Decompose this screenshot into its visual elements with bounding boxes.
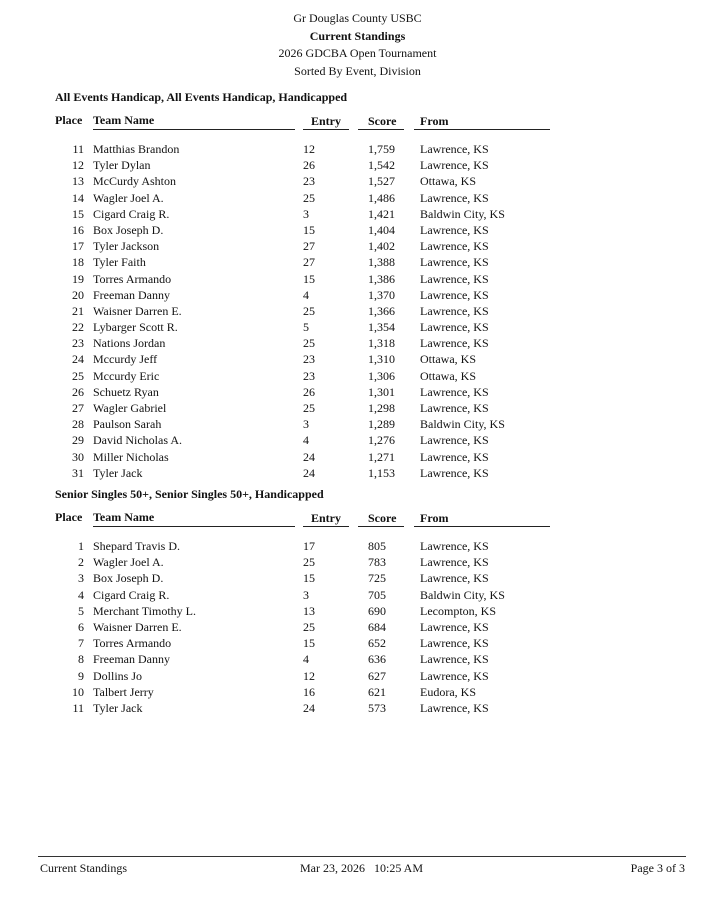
- entry-cell: 23: [303, 174, 315, 189]
- place-cell: 19: [72, 271, 84, 286]
- entry-header-rule: [303, 526, 349, 527]
- place-cell: 7: [78, 636, 84, 651]
- from-cell: Lawrence, KS: [420, 255, 489, 270]
- place-cell: 13: [72, 174, 84, 189]
- score-cell: 1,542: [368, 158, 395, 173]
- score-cell: 1,527: [368, 174, 395, 189]
- col-team-header: Team Name: [93, 113, 155, 127]
- table-row: [0, 651, 715, 667]
- from-cell: Lawrence, KS: [420, 700, 489, 715]
- score-cell: 1,421: [368, 206, 395, 221]
- footer-time: 10:25 AM: [374, 861, 424, 875]
- team-name-cell: Wagler Joel A.: [93, 555, 164, 570]
- score-cell: 573: [368, 700, 386, 715]
- score-cell: 1,298: [368, 401, 395, 415]
- table-row: [0, 303, 715, 319]
- table-row: [0, 351, 715, 367]
- place-cell: 22: [72, 320, 84, 335]
- entry-cell: 26: [303, 158, 315, 173]
- entry-cell: 25: [303, 336, 315, 351]
- place-cell: 5: [78, 603, 84, 618]
- table-row: [0, 432, 715, 448]
- place-cell: 18: [72, 255, 84, 270]
- from-cell: Baldwin City, KS: [420, 417, 505, 432]
- score-cell: 636: [368, 652, 386, 667]
- score-cell: 1,153: [368, 465, 395, 480]
- from-cell: Lawrence, KS: [420, 571, 489, 586]
- team-name-cell: Tyler Jack: [93, 700, 143, 715]
- team-name-cell: Miller Nicholas: [93, 449, 169, 464]
- footer-timestamp: [300, 861, 423, 876]
- place-cell: 24: [72, 352, 84, 367]
- from-header-rule: [414, 129, 550, 130]
- table-row: [0, 603, 715, 619]
- place-cell: 11: [72, 700, 84, 715]
- place-cell: 6: [78, 619, 84, 634]
- score-cell: 1,301: [368, 384, 395, 399]
- col-score-header: Score: [368, 114, 397, 128]
- from-cell: Lawrence, KS: [420, 190, 489, 205]
- entry-cell: 24: [303, 449, 315, 464]
- score-header-rule: [358, 526, 404, 527]
- entry-cell: 3: [303, 587, 309, 602]
- score-cell: 705: [368, 587, 386, 602]
- col-place-header: Place: [55, 113, 83, 127]
- place-cell: 27: [72, 401, 84, 415]
- team-name-cell: Dollins Jo: [93, 668, 143, 683]
- standings-table-senior-singles: [0, 538, 715, 716]
- score-cell: 805: [368, 539, 386, 553]
- col-team-header: Team Name: [93, 510, 155, 524]
- team-name-cell: Paulson Sarah: [93, 417, 162, 432]
- team-name-cell: Waisner Darren E.: [93, 303, 182, 318]
- table-row: [0, 173, 715, 189]
- team-name-cell: Tyler Jack: [93, 465, 143, 480]
- entry-cell: 15: [303, 271, 315, 286]
- team-name-cell: Talbert Jerry: [93, 684, 154, 699]
- from-cell: Lawrence, KS: [420, 539, 489, 553]
- from-cell: Baldwin City, KS: [420, 206, 505, 221]
- from-cell: Lawrence, KS: [420, 652, 489, 667]
- place-cell: 17: [72, 239, 84, 254]
- table-row: [0, 222, 715, 238]
- entry-cell: 3: [303, 417, 309, 432]
- standings-table-all-events: [0, 141, 715, 481]
- from-cell: Lawrence, KS: [420, 320, 489, 335]
- from-cell: Lawrence, KS: [420, 636, 489, 651]
- team-name-cell: Box Joseph D.: [93, 571, 164, 586]
- team-name-cell: Mccurdy Jeff: [93, 352, 158, 367]
- team-name-cell: David Nicholas A.: [93, 433, 182, 448]
- place-cell: 10: [72, 684, 84, 699]
- entry-cell: 25: [303, 619, 315, 634]
- team-name-cell: Cigard Craig R.: [93, 587, 170, 602]
- place-cell: 8: [78, 652, 84, 667]
- place-cell: 3: [78, 571, 84, 586]
- team-name-cell: Tyler Jackson: [93, 239, 160, 254]
- from-cell: Ottawa, KS: [420, 352, 476, 367]
- entry-cell: 15: [303, 636, 315, 651]
- from-cell: Lawrence, KS: [420, 222, 489, 237]
- team-name-cell: Nations Jordan: [93, 336, 166, 351]
- team-name-cell: Tyler Dylan: [93, 158, 151, 173]
- entry-cell: 25: [303, 401, 315, 415]
- tournament-name: 2026 GDCBA Open Tournament: [278, 46, 437, 60]
- place-cell: 23: [72, 336, 84, 351]
- score-cell: 1,404: [368, 222, 395, 237]
- place-cell: 26: [72, 384, 84, 399]
- table-row: [0, 554, 715, 570]
- score-cell: 1,310: [368, 352, 395, 367]
- from-cell: Lawrence, KS: [420, 336, 489, 351]
- entry-cell: 15: [303, 222, 315, 237]
- entry-cell: 24: [303, 700, 315, 715]
- team-name-cell: Mccurdy Eric: [93, 368, 160, 383]
- score-cell: 690: [368, 603, 386, 618]
- col-entry-header: Entry: [311, 511, 341, 525]
- from-cell: Lawrence, KS: [420, 619, 489, 634]
- table-row: [0, 668, 715, 684]
- table-row: [0, 254, 715, 270]
- team-name-cell: Freeman Danny: [93, 287, 170, 302]
- score-cell: 684: [368, 619, 386, 634]
- team-name-cell: Waisner Darren E.: [93, 619, 182, 634]
- from-cell: Lawrence, KS: [420, 668, 489, 683]
- team-name-cell: McCurdy Ashton: [93, 174, 177, 189]
- place-cell: 16: [72, 222, 84, 237]
- from-cell: Lawrence, KS: [420, 287, 489, 302]
- col-score-header: Score: [368, 511, 397, 525]
- entry-cell: 4: [303, 287, 309, 302]
- entry-cell: 25: [303, 303, 315, 318]
- entry-cell: 17: [303, 539, 315, 553]
- score-cell: 1,486: [368, 190, 395, 205]
- team-name-cell: Schuetz Ryan: [93, 384, 159, 399]
- team-name-cell: Lybarger Scott R.: [93, 320, 178, 335]
- team-header-rule: [93, 129, 295, 130]
- team-name-cell: Torres Armando: [93, 271, 172, 286]
- from-cell: Lawrence, KS: [420, 433, 489, 448]
- report-title: Current Standings: [309, 28, 406, 43]
- table-row: [0, 287, 715, 303]
- entry-cell: 13: [303, 603, 315, 618]
- team-name-cell: Shepard Travis D.: [93, 539, 181, 553]
- from-cell: Lawrence, KS: [420, 271, 489, 286]
- table-row: [0, 684, 715, 700]
- score-header-rule: [358, 129, 404, 130]
- table-row: [0, 465, 715, 481]
- table-row: [0, 400, 715, 416]
- place-cell: 29: [72, 433, 84, 448]
- from-cell: Lecompton, KS: [420, 603, 496, 618]
- section-title-all-events: All Events Handicap, All Events Handicap, Handicapped: [55, 90, 348, 104]
- score-cell: 1,386: [368, 271, 395, 286]
- entry-cell: 27: [303, 255, 315, 270]
- col-entry-header: Entry: [311, 114, 341, 128]
- from-cell: Ottawa, KS: [420, 174, 476, 189]
- place-cell: 4: [78, 587, 84, 602]
- entry-cell: 16: [303, 684, 315, 699]
- score-cell: 1,276: [368, 433, 395, 448]
- place-cell: 12: [72, 158, 84, 173]
- table-row: [0, 206, 715, 222]
- col-from-header: From: [420, 114, 449, 128]
- table-row: [0, 449, 715, 465]
- place-cell: 31: [72, 465, 84, 480]
- table-row: [0, 587, 715, 603]
- place-cell: 28: [72, 417, 84, 432]
- table-row: [0, 570, 715, 586]
- sort-description: Sorted By Event, Division: [294, 63, 421, 78]
- entry-cell: 3: [303, 206, 309, 221]
- entry-cell: 25: [303, 555, 315, 570]
- entry-cell: 12: [303, 142, 315, 156]
- from-header-rule: [414, 526, 550, 527]
- from-cell: Lawrence, KS: [420, 239, 489, 254]
- score-cell: 1,306: [368, 368, 395, 383]
- entry-cell: 4: [303, 433, 309, 448]
- entry-cell: 23: [303, 352, 315, 367]
- entry-cell: 24: [303, 465, 315, 480]
- place-cell: 25: [72, 368, 84, 383]
- score-cell: 1,271: [368, 449, 395, 464]
- table-row: [0, 238, 715, 254]
- org-name: Gr Douglas County USBC: [293, 11, 422, 25]
- from-cell: Baldwin City, KS: [420, 587, 505, 602]
- score-cell: 627: [368, 668, 386, 683]
- entry-cell: 4: [303, 652, 309, 667]
- place-cell: 30: [72, 449, 84, 464]
- from-cell: Lawrence, KS: [420, 384, 489, 399]
- table-row: [0, 157, 715, 173]
- team-name-cell: Box Joseph D.: [93, 222, 164, 237]
- from-cell: Eudora, KS: [420, 684, 476, 699]
- report-header: [0, 10, 715, 80]
- from-cell: Lawrence, KS: [420, 465, 489, 480]
- footer-page-number: Page 3 of 3: [630, 861, 685, 875]
- place-cell: 9: [78, 668, 84, 683]
- table-row: [0, 700, 715, 716]
- table-row: [0, 416, 715, 432]
- section-title-senior-singles: Senior Singles 50+, Senior Singles 50+, Handicapped: [55, 487, 324, 501]
- team-header-rule: [93, 526, 295, 527]
- score-cell: 1,402: [368, 239, 395, 254]
- score-cell: 783: [368, 555, 386, 570]
- table-row: [0, 635, 715, 651]
- from-cell: Lawrence, KS: [420, 158, 489, 173]
- table-row: [0, 368, 715, 384]
- team-name-cell: Merchant Timothy L.: [93, 603, 197, 618]
- table-row: [0, 538, 715, 554]
- team-name-cell: Tyler Faith: [93, 255, 146, 270]
- col-from-header: From: [420, 511, 449, 525]
- from-cell: Lawrence, KS: [420, 401, 489, 415]
- score-cell: 1,370: [368, 287, 395, 302]
- table-row: [0, 319, 715, 335]
- score-cell: 1,289: [368, 417, 395, 432]
- score-cell: 1,388: [368, 255, 395, 270]
- entry-cell: 25: [303, 190, 315, 205]
- score-cell: 1,318: [368, 336, 395, 351]
- footer-rule: [38, 856, 686, 857]
- table-row: [0, 271, 715, 287]
- score-cell: 1,366: [368, 303, 395, 318]
- entry-cell: 5: [303, 320, 309, 335]
- from-cell: Ottawa, KS: [420, 368, 476, 383]
- team-name-cell: Wagler Joel A.: [93, 190, 164, 205]
- from-cell: Lawrence, KS: [420, 142, 489, 156]
- score-cell: 652: [368, 636, 386, 651]
- from-cell: Lawrence, KS: [420, 303, 489, 318]
- score-cell: 725: [368, 571, 386, 586]
- place-cell: 11: [72, 142, 84, 156]
- team-name-cell: Wagler Gabriel: [93, 401, 167, 415]
- table-row: [0, 619, 715, 635]
- table-row: [0, 190, 715, 206]
- team-name-cell: Cigard Craig R.: [93, 206, 170, 221]
- score-cell: 621: [368, 684, 386, 699]
- score-cell: 1,759: [368, 142, 395, 156]
- footer-report-name: Current Standings: [40, 861, 127, 875]
- score-cell: 1,354: [368, 320, 395, 335]
- entry-cell: 23: [303, 368, 315, 383]
- place-cell: 2: [78, 555, 84, 570]
- place-cell: 14: [72, 190, 84, 205]
- team-name-cell: Freeman Danny: [93, 652, 170, 667]
- place-cell: 1: [78, 539, 84, 553]
- place-cell: 15: [72, 206, 84, 221]
- place-cell: 21: [72, 303, 84, 318]
- entry-cell: 12: [303, 668, 315, 683]
- footer-date: Mar 23, 2026: [300, 861, 365, 875]
- table-row: [0, 335, 715, 351]
- table-row: [0, 384, 715, 400]
- col-place-header: Place: [55, 510, 83, 524]
- entry-header-rule: [303, 129, 349, 130]
- team-name-cell: Torres Armando: [93, 636, 172, 651]
- place-cell: 20: [72, 287, 84, 302]
- entry-cell: 26: [303, 384, 315, 399]
- entry-cell: 15: [303, 571, 315, 586]
- team-name-cell: Matthias Brandon: [93, 142, 180, 156]
- from-cell: Lawrence, KS: [420, 449, 489, 464]
- from-cell: Lawrence, KS: [420, 555, 489, 570]
- table-row: [0, 141, 715, 157]
- entry-cell: 27: [303, 239, 315, 254]
